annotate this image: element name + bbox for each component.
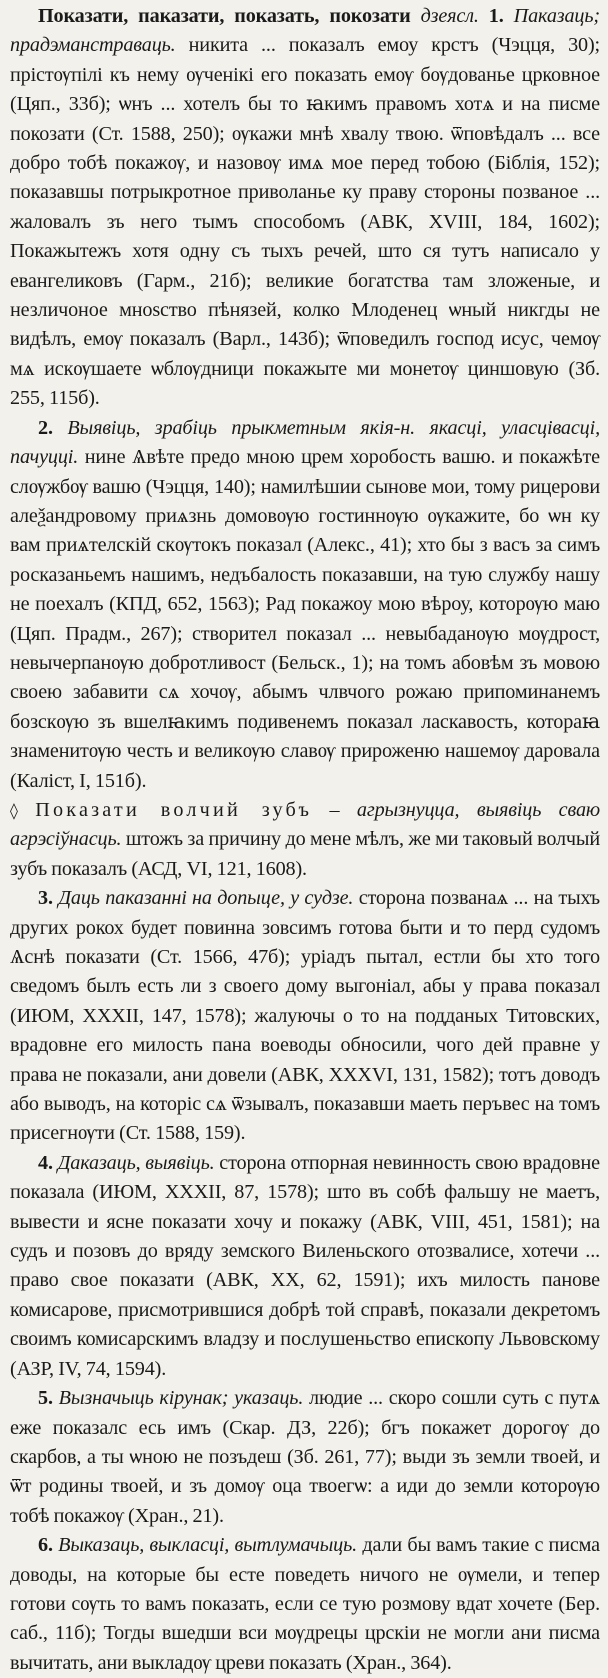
- sense-gloss: Выказаць, выкласці, вытлумачыць.: [58, 1534, 358, 1557]
- sense-6-paragraph: [10, 1531, 600, 1678]
- sense-gloss: Вызначыць кірунак; указаць.: [58, 1387, 304, 1410]
- sense-citations: людие ... скоро сошли суть с путѧ еже показалс есь имъ (Скар. ДЗ, 22б); бгъ покажет дорогѹ до скарбов, а ты ѡною не позъдеш (Зб. 261, 77); выди зъ земли твоей, и ѿт родины твоей, и зъ домѹ оца твоегѡ: а иди до земли которѹю тобѣ покажѹ (Хран., 21).: [10, 1387, 600, 1527]
- sense-number: 2.: [38, 416, 53, 439]
- phrase-paragraph: [10, 796, 600, 884]
- sense-citations: сторона отпорная невинность свою врадовне показала (ИЮМ, XXXII, 87, 1578); што въ собѣ фальшу не маетъ, вывести и ясне показати хочу и покажу (АВК, VIII, 451, 1581); на судъ и позовъ до вряду земского Виленьского отозвалисе, хотечи ... право свое показати (АВК, XX, 62, 1591); ихъ милость панове комисарове, присмотрившися добрѣ той справѣ, показали декретомъ своимъ комисарскимъ владзу и послушеньство епископу Львовскому (АЗР, IV, 74, 1594).: [10, 1151, 600, 1380]
- sense-gloss: Выявіць, зрабіць прыкметным якія-н. якасці, уласцівасці, пачуцці.: [10, 416, 600, 469]
- sense-number: 6.: [38, 1534, 53, 1557]
- sense-citations: сторона позванаѧ ... на тыхъ других рокох будет повинна зовсимъ готова быти и то перд судомъ Ѧснѣ показати (Ст. 1566, 47б); урiадъ пытал, естли бы хто того сведомъ былъ есть ли з своего дому выгонiал, абы у права показал (ИЮМ, XXXII, 147, 1578); жалуючы о то на подданых Титовских, врадовне его милость пана воеводы обносили, чого дей правне у права не показали, ани довели (АВК, XXXVI, 131, 1582); тотъ доводъ або выводъ, на которiс сѧ ѿзывалъ, показавши маеть перъвес на томъ присегнѹти (Ст. 1588, 159).: [10, 887, 600, 1145]
- sense-number: 3.: [38, 887, 53, 910]
- sense-number: 4.: [38, 1151, 53, 1174]
- phrase-gloss: агрызнуцца, выявіць сваю агрэсіўнасць.: [10, 798, 600, 851]
- diamond-icon: ◊: [10, 800, 18, 820]
- sense-citations: никита ... показалъ емоу крстъ (Чэцця, 30); прiстѹпiлi къ нему ѹченiкi его показать емѹ бѹдованье црковное (Цяп., 33б); ѡнъ ... хотелъ бы то ꙗкимъ правомъ хотѧ и на писме покозати (Ст. 1588, 250); ѹкажи мнѣ хвалу твою. ѿповѣдалъ ... все добро тобѣ покажѹ, и назовѹ имѧ мое перед тобою (Бiблiя, 152); показавшы потрыкротное приволанье ку праву стороны позваное ... жаловалъ зъ него тымъ способомъ (АВК, XVIII, 184, 1602); Покажытежъ хотя одну съ тыхъ речей, што ся тутъ написало у евангеликовъ (Гарм., 21б); великие богатства там зложеные, и незличоное мноѕство пѣнязей, колко Млоденец ѡный никгды не видѣлъ, емѹ показалъ (Варл., 143б); ѿповедилъ господ исус, чемѹ мѧ искѹшаете ѡблѹдници покажыте ми монетѹ циншовую (Зб. 255, 115б).: [10, 34, 600, 410]
- phrase-dash: –: [312, 798, 357, 821]
- phrase-text: Показати волчий зубъ: [35, 798, 313, 821]
- sense-number: 5.: [38, 1387, 53, 1410]
- sense-4-paragraph: [10, 1149, 600, 1384]
- sense-citations: дали бы вамъ такие с писма доводы, на которые бы есте поведеть ничого не ѹмели, и тепер готови сѹть то вамъ показать, если се тую розмову вдат хочете (Бер. саб., 11б); Тогды вшедши вси мѹдрецы црскiи не могли ани писма вычитать, ани выкладѹ цреви показать (Хран., 364).: [10, 1534, 600, 1674]
- phrase-citations: штожъ за причину до мене мѣлъ, же ми таковый волчый зубъ показалъ (АСД, VI, 121, 1608).: [10, 828, 600, 880]
- sense-1-paragraph: [10, 2, 600, 414]
- sense-3-paragraph: [10, 884, 600, 1149]
- sense-5-paragraph: [10, 1384, 600, 1531]
- sense-number: 1.: [488, 5, 504, 27]
- grammar-label: дзеясл.: [420, 5, 479, 27]
- headword: Показати, паказати, показать, покозати: [38, 5, 411, 27]
- sense-gloss: Паказаць; прадэманстраваць.: [10, 5, 600, 57]
- sense-gloss: Даць паказанні на допыце, у судзе.: [58, 887, 354, 910]
- sense-gloss: Даказаць, выявіць.: [57, 1151, 215, 1174]
- sense-citations: нине Ѧвѣте предо мною црем хоробость вашю. и покажѣте слѹжбѹ вашю (Чэцця, 140); намилѣшии сынове мои, тому рицерови алеѯандровому приѧзнь домовѹю гостиннѹю ѹкажите, бо ѡн ку вам приѧтелскiй скѹтокъ показал (Алекс., 41); хто бы з васъ за симъ росказаньемъ нашимъ, недъбалость показавши, на тую службу нашу не поехалъ (КПД, 652, 1563); Рад покажоу мою вѣроу, которѹю маю (Цяп. Прадм., 267); створител показал ... невыбаданѹю мѹдрост, невычерпанѹю добротливост (Бельск., 1); на томъ абовѣм зъ мовою своею забавити сѧ хочѹ, абымъ члвчого рожаю припоминанемъ бозскѹю зъ вшелꙗкимъ подивенемъ показал ласкавость, котораꙗ знаменитѹю честь и великѹю славѹ прироженю нашемѹ даровала (Калiст, I, 151б).: [10, 446, 600, 792]
- sense-2-paragraph: [10, 414, 600, 796]
